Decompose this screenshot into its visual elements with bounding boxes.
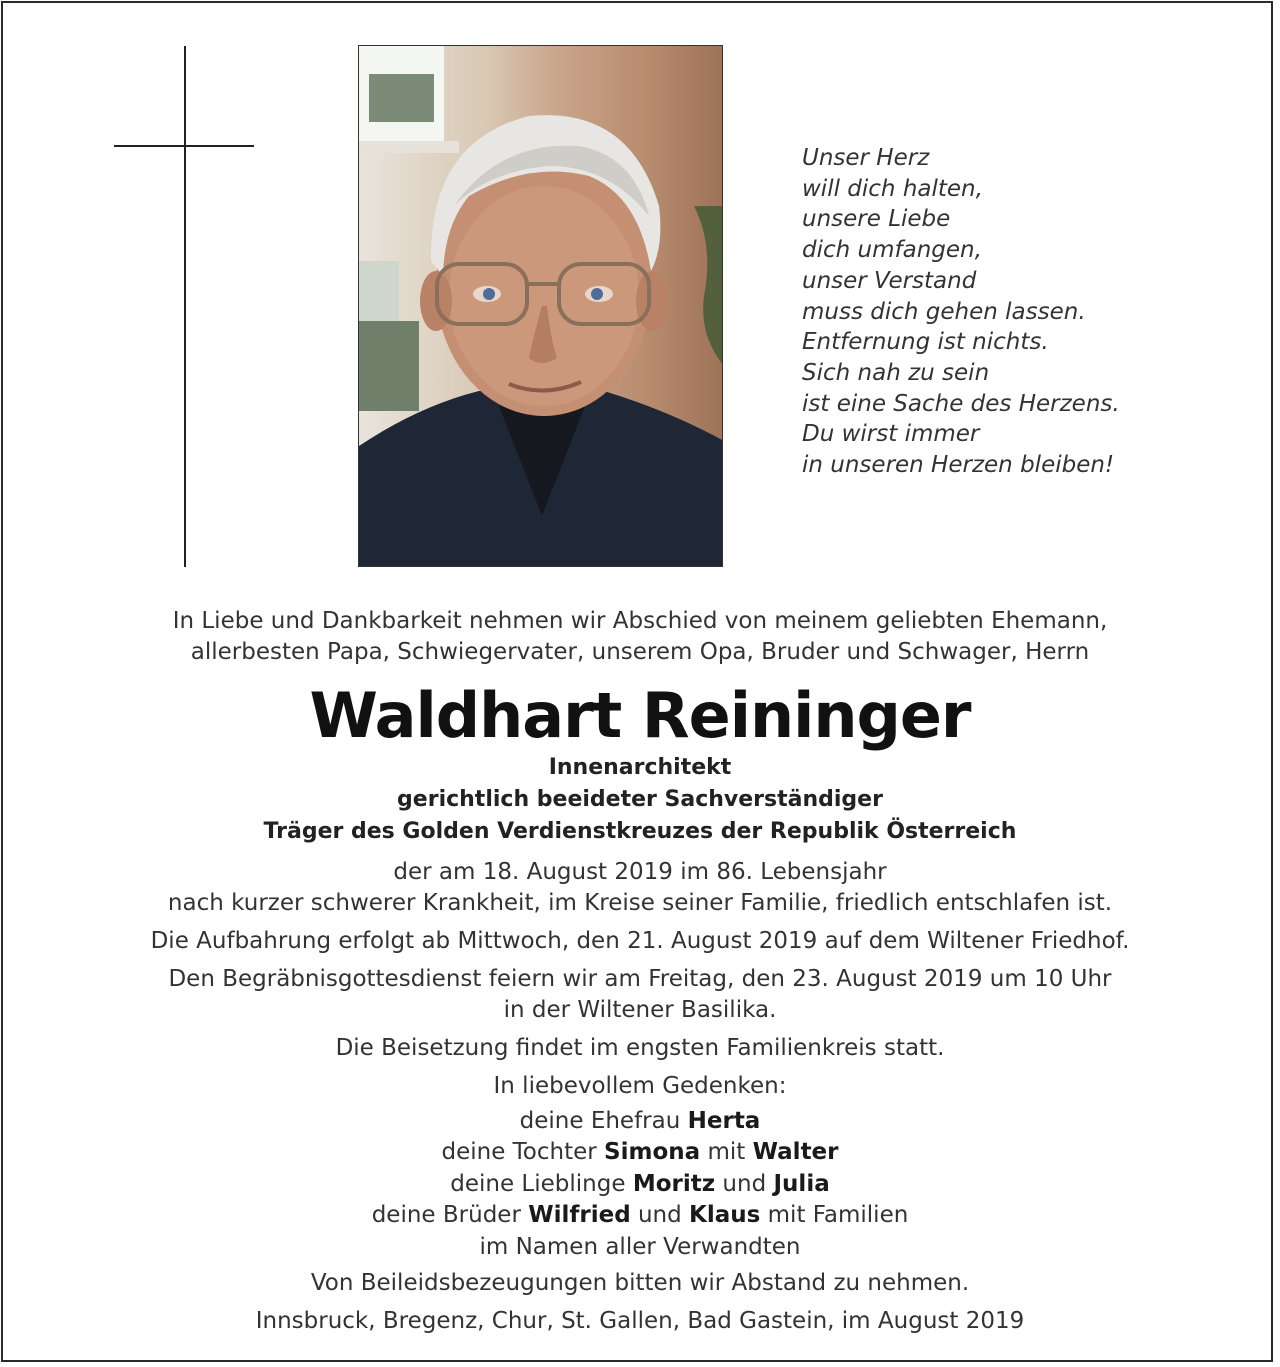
cross-icon-bar <box>114 145 254 147</box>
portrait-photo <box>358 45 723 567</box>
family-label: mit <box>700 1139 753 1166</box>
condolence-note: Von Beileidsbezeugungen bitten wir Abstand zu nehmen. <box>310 1270 970 1296</box>
family-name: Herta <box>687 1108 761 1134</box>
viewing-info: Die Aufbahrung erfolgt ab Mittwoch, den 21. August 2019 auf dem Wiltener Friedhof. <box>150 928 1130 954</box>
deceased-name: Waldhart Reininger <box>309 679 971 752</box>
intro-line: In Liebe und Dankbarkeit nehmen wir Abschied von meinem geliebten Ehemann, <box>172 608 1108 634</box>
service-line: in der Wiltener Basilika. <box>503 997 777 1023</box>
family-label: deine Ehefrau <box>519 1108 688 1134</box>
title-line: Träger des Golden Verdienstkreuzes der Republik Österreich <box>263 819 1017 844</box>
poem-line: Entfernung ist nichts. <box>802 329 1049 356</box>
places-date: Innsbruck, Bregenz, Chur, St. Gallen, Bad Gastein, im August 2019 <box>255 1308 1025 1334</box>
family-line-wife <box>60 1106 1220 1137</box>
memory-heading: In liebevollem Gedenken: <box>493 1073 787 1099</box>
family-label: und <box>630 1202 690 1229</box>
family-name: Wilfried <box>528 1202 631 1229</box>
intro-text <box>60 606 1220 668</box>
poem-line: muss dich gehen lassen. <box>802 298 1086 325</box>
poem-line: unsere Liebe <box>802 206 951 233</box>
family-line-brothers <box>60 1200 1220 1231</box>
poem-line: unser Verstand <box>802 267 977 294</box>
poem-line: will dich halten, <box>802 175 983 202</box>
cross-icon <box>184 46 186 567</box>
intro-line: allerbesten Papa, Schwiegervater, unserem Opa, Bruder und Schwager, Herrn <box>190 639 1090 665</box>
family-name: Klaus <box>689 1202 761 1229</box>
death-notice <box>60 857 1220 919</box>
family-label: und <box>715 1170 774 1197</box>
family-line-daughter <box>60 1137 1220 1168</box>
poem-line: ist eine Sache des Herzens. <box>802 390 1120 417</box>
poem <box>802 143 1202 481</box>
family-name: Simona <box>604 1139 701 1166</box>
portrait-illustration <box>359 46 723 567</box>
family-name: Walter <box>752 1139 839 1166</box>
poem-line: in unseren Herzen bleiben! <box>802 452 1115 479</box>
service-line: Den Begräbnisgottesdienst feiern wir am Freitag, den 23. August 2019 um 10 Uhr <box>168 966 1112 992</box>
poem-line: dich umfangen, <box>802 237 982 264</box>
death-line: nach kurzer schwerer Krankheit, im Kreise seiner Familie, friedlich entschlafen ist. <box>167 890 1113 916</box>
family-list <box>60 1106 1220 1263</box>
death-line: der am 18. August 2019 im 86. Lebensjahr <box>393 859 887 885</box>
family-label: deine Tochter <box>441 1139 605 1166</box>
titles <box>60 752 1220 848</box>
family-label: mit Familien <box>760 1202 909 1229</box>
burial-info: Die Beisetzung findet im engsten Familienkreis statt. <box>335 1035 945 1061</box>
poem-line: Sich nah zu sein <box>802 359 990 386</box>
family-name: Moritz <box>632 1170 716 1197</box>
service-info <box>60 964 1220 1026</box>
family-label: deine Brüder <box>371 1202 529 1229</box>
poem-line: Unser Herz <box>802 145 930 171</box>
family-label: deine Lieblinge <box>450 1170 633 1197</box>
family-line-relatives: im Namen aller Verwandten <box>479 1233 801 1260</box>
title-line: Innenarchitekt <box>548 755 732 780</box>
title-line: gerichtlich beeideter Sachverständiger <box>397 787 883 812</box>
family-line-grandchildren <box>60 1169 1220 1200</box>
poem-line: Du wirst immer <box>802 421 980 448</box>
family-name: Julia <box>773 1170 830 1197</box>
